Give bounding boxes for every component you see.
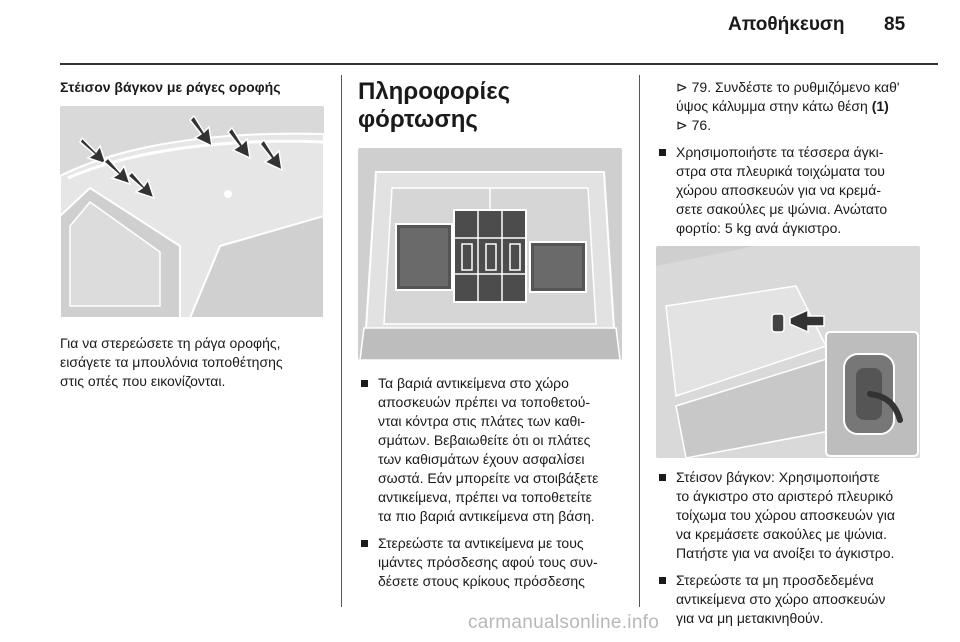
bullet-line: νται κόντρα στις πλάτες των καθι- bbox=[378, 413, 586, 429]
cross-reference[interactable]: ⊳ 79. Συνδέστε το ρυθμιζόμενο καθ' bbox=[676, 79, 900, 95]
bullet-line: Τα βαριά αντικείμενα στο χώρο bbox=[378, 375, 569, 391]
continued-paragraph bbox=[656, 78, 940, 135]
bullet-line: Στέισον βάγκον: Χρησιμοποιήστε bbox=[676, 469, 880, 485]
bullet-line: χώρου αποσκευών για να κρεμά- bbox=[676, 182, 882, 198]
bullet-line: των καθισμάτων έχουν ασφαλίσει bbox=[378, 451, 585, 467]
column-2 bbox=[358, 78, 624, 599]
bullet-line: δέσετε στους κρίκους πρόσδεσης bbox=[378, 573, 585, 589]
bullet-line: αντικείμενα, πρέπει να τοποθετείτε bbox=[378, 489, 592, 505]
bullet-line: φορτίο: 5 kg ανά άγκιστρο. bbox=[676, 220, 842, 236]
column-divider-2 bbox=[639, 75, 640, 607]
cross-reference[interactable]: ⊳ 76. bbox=[676, 117, 712, 133]
heading-line: Πληροφορίες bbox=[358, 78, 511, 105]
page-number: 85 bbox=[884, 14, 906, 35]
bullet-item bbox=[656, 571, 940, 628]
bag-hook-illustration bbox=[656, 246, 920, 458]
bullet-item bbox=[656, 468, 940, 563]
bullet-line: τοίχωμα του χώρου αποσκευών για bbox=[676, 507, 895, 523]
bullet-line: Πατήστε για να ανοίξει το άγκιστρο. bbox=[676, 545, 895, 561]
bullet-line: για να μη μετακινηθούν. bbox=[676, 610, 824, 626]
bullet-line: στρα στα πλευρικά τοιχώματα του bbox=[676, 163, 885, 179]
bullet-line: σετε σακούλες με ψώνια. Ανώτατο bbox=[676, 201, 888, 217]
bullet-line: Χρησιμοποιήστε τα τέσσερα άγκι- bbox=[676, 144, 884, 160]
bullet-line: σμάτων. Βεβαιωθείτε ότι οι πλάτες bbox=[378, 432, 591, 448]
text-line bbox=[676, 97, 940, 116]
running-header-title: Αποθήκευση bbox=[728, 14, 845, 35]
column-3 bbox=[656, 78, 940, 636]
roof-rail-illustration bbox=[60, 106, 324, 318]
caption-line: εισάγετε τα μπουλόνια τοποθέτησης bbox=[60, 354, 283, 370]
watermark: carmanualsonline.info bbox=[468, 612, 660, 633]
loaded-boot-illustration bbox=[358, 148, 622, 360]
bullet-line: τα πιο βαριά αντικείμενα στη βάση. bbox=[378, 508, 595, 524]
bullet-line: αποσκευών πρέπει να τοποθετού- bbox=[378, 394, 591, 410]
section-heading bbox=[358, 78, 624, 134]
bullet-item bbox=[656, 143, 940, 238]
bullet-line: σωστά. Εάν μπορείτε να στοιβάξετε bbox=[378, 470, 599, 486]
text-span: ύψος κάλυμμα στην κάτω θέση bbox=[676, 98, 868, 114]
header-rule bbox=[60, 63, 938, 65]
heading-line: φόρτωσης bbox=[358, 106, 478, 133]
caption-line: στις οπές που εικονίζονται. bbox=[60, 373, 226, 389]
bullet-line: το άγκιστρο στο αριστερό πλευρικό bbox=[676, 488, 894, 504]
column-1 bbox=[60, 78, 326, 391]
bullet-item bbox=[358, 374, 624, 526]
section-subheading: Στέισον βάγκον με ράγες οροφής bbox=[60, 79, 281, 95]
bullet-line: να κρεμάσετε σακούλες με ψώνια. bbox=[676, 526, 887, 542]
bullet-line: Στερεώστε τα αντικείμενα με τους bbox=[378, 535, 584, 551]
bullet-item bbox=[358, 534, 624, 591]
bullet-line: ιμάντες πρόσδεσης αφού τους συν- bbox=[378, 554, 598, 570]
bullet-line: Στερεώστε τα μη προσδεδεμένα bbox=[676, 572, 874, 588]
bullet-line: αντικείμενα στο χώρο αποσκευών bbox=[676, 591, 886, 607]
caption-line: Για να στερεώσετε τη ράγα οροφής, bbox=[60, 335, 281, 351]
column-divider-1 bbox=[341, 75, 342, 607]
position-label: (1) bbox=[871, 98, 889, 114]
